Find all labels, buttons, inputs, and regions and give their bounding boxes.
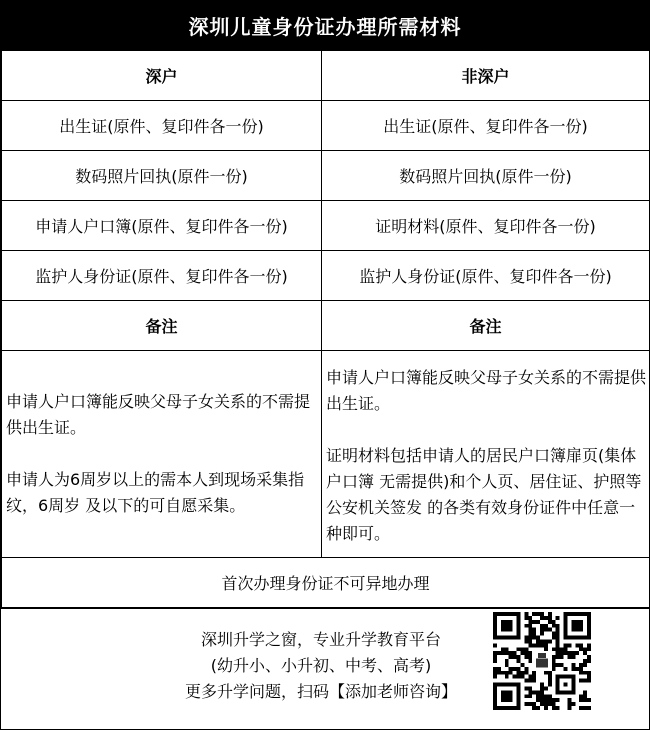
remarks-header-row [2,301,650,351]
remarks-left [2,351,322,558]
notice-text: 首次办理身份证不可异地办理 [2,558,650,608]
table-cell: 出生证(原件、复印件各一份) [2,101,322,151]
materials-table [1,50,650,608]
notice-row [2,558,650,608]
table-cell: 监护人身份证(原件、复印件各一份) [2,251,322,301]
table-cell: 证明材料(原件、复印件各一份) [322,201,650,251]
qr-code-icon[interactable] [493,612,591,710]
table-row [2,251,650,301]
footer-line: (幼升小、小升初、中考、高考) [210,656,432,675]
remarks-header-right: 备注 [322,301,650,351]
remark-text: 证明材料包括申请人的居民户口簿扉页(集体户口簿 无需提供)和个人页、居住证、护照等公安机关签发 的各类有效身份证件中任意一种即可。 [326,446,642,543]
column-header-row [2,51,650,101]
footer-line: 更多升学问题，扫码【添加老师咨询】 [184,682,457,701]
remarks-right [322,351,650,558]
remarks-header-left: 备注 [2,301,322,351]
footer-line: 深圳升学之窗，专业升学教育平台 [200,630,441,649]
table-cell: 数码照片回执(原件一份) [322,151,650,201]
remark-text: 申请人户口簿能反映父母子女关系的不需提供出生证。 [326,368,647,413]
table-row [2,101,650,151]
table-cell: 监护人身份证(原件、复印件各一份) [322,251,650,301]
remark-text: 申请人户口簿能反映父母子女关系的不需提供出生证。 [6,392,311,437]
table-cell: 申请人户口簿(原件、复印件各一份) [2,201,322,251]
footer-text [151,627,491,705]
table-row [2,151,650,201]
remarks-row [2,351,650,558]
page-title: 深圳儿童身份证办理所需材料 [1,0,649,50]
column-header-non-shenzhen-hukou: 非深户 [322,51,650,101]
column-header-shenzhen-hukou: 深户 [2,51,322,101]
table-cell: 出生证(原件、复印件各一份) [322,101,650,151]
table-cell: 数码照片回执(原件一份) [2,151,322,201]
table-row [2,201,650,251]
remark-text: 申请人为6周岁以上的需本人到现场采集指纹，6周岁 及以下的可自愿采集。 [6,470,305,515]
